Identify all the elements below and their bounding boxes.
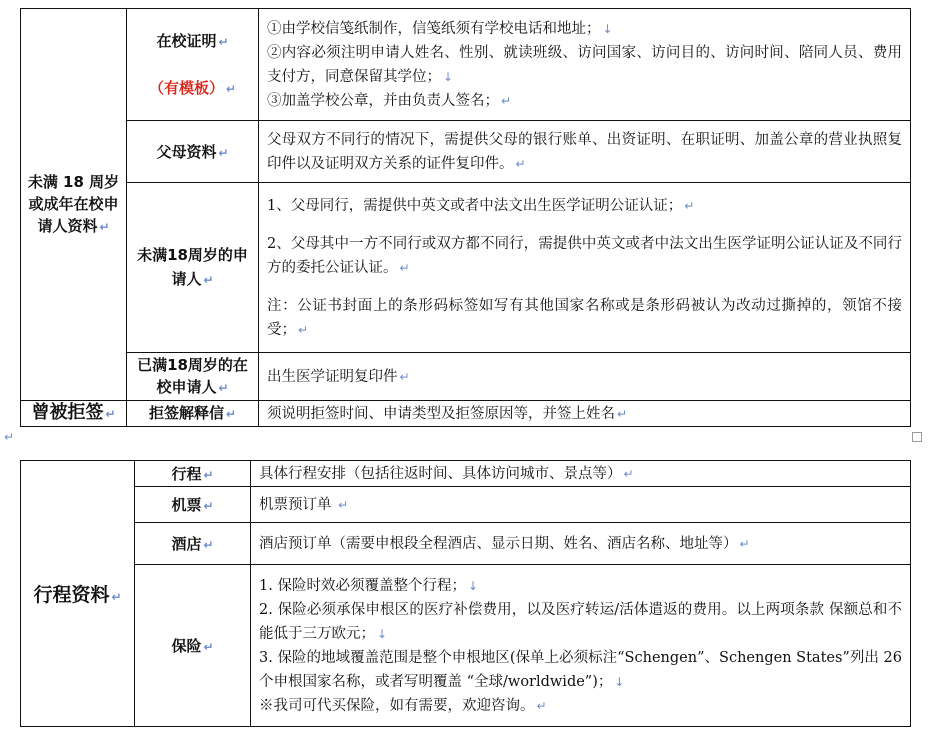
label-insurance: 保险 ↵: [135, 565, 251, 727]
itinerary-table: [20, 460, 911, 727]
itinerary-details: 具体行程安排（包括往返时间、具体访问城市、景点等） ↵: [251, 461, 911, 487]
table-row: [21, 353, 911, 401]
parents-documents-details: 父母双方不同行的情况下，需提供父母的银行账单、出资证明、在职证明、加盖公章的营业执照复印件以及证明双方关系的证件复印件。 ↵: [259, 121, 911, 183]
section-label-minor-student: 未满 18 周岁或成年在校申请人资料 ↵: [21, 9, 127, 401]
template-available-note: （有模板） ↵: [148, 78, 237, 97]
label-minor-applicant: 未满18周岁的申请人 ↵: [127, 183, 259, 353]
label-itinerary: 行程 ↵: [135, 461, 251, 487]
label-refusal-letter: 拒签解释信 ↵: [127, 401, 259, 427]
section-label-itinerary: 行程资料 ↵: [21, 461, 135, 727]
refusal-letter-details: 须说明拒签时间、申请类型及拒签原因等，并签上姓名 ↵: [259, 401, 911, 427]
school-applicant-table: [20, 8, 911, 427]
adult-student-details: 出生医学证明复印件 ↵: [259, 353, 911, 401]
table-row: [21, 565, 911, 727]
table-row: [21, 461, 911, 487]
label-flight-ticket: 机票 ↵: [135, 487, 251, 523]
insurance-details: 1. 保险时效必须覆盖整个行程； ↓ 2. 保险必须承保申根区的医疗补偿费用，以及医疗转运/活体遣返的费用。以上两项条款 保额总和不能低于三万欧元； ↓ 3. 保险的地域覆盖范围是整个申根地区(保单上必须标注“Schengen”、Schengen States”列出 26 个申根国家名称，或者写明覆盖 “全球/worldwide”)； ↓ ※我司可代买保险，如有需要，欢迎咨询。 ↵: [251, 565, 911, 727]
table-row: [21, 487, 911, 523]
table-row: [21, 401, 911, 427]
label-school-certificate: 在校证明 ↵ （有模板） ↵: [127, 9, 259, 121]
label-parents-documents: 父母资料 ↵: [127, 121, 259, 183]
hotel-details: 酒店预订单（需要申根段全程酒店、显示日期、姓名、酒店名称、地址等） ↵: [251, 523, 911, 565]
school-certificate-details: ①由学校信笺纸制作，信笺纸须有学校电话和地址； ↓ ②内容必须注明申请人姓名、性别、就读班级、访问国家、访问目的、访问时间、陪同人员、费用支付方，同意保留其学位； ↓ ③加盖学校公章，并由负责人签名； ↵: [259, 9, 911, 121]
label-hotel: 酒店 ↵: [135, 523, 251, 565]
label-adult-student: 已满18周岁的在校申请人 ↵: [127, 353, 259, 401]
table-resize-handle[interactable]: [912, 432, 922, 442]
section-label-refused: 曾被拒签 ↵: [21, 401, 127, 427]
table-row: [21, 183, 911, 353]
table-row: [21, 121, 911, 183]
paragraph-mark: ↵: [4, 430, 15, 444]
table-row: [21, 9, 911, 121]
minor-applicant-details: 1、父母同行，需提供中英文或者中法文出生医学证明公证认证； ↵ 2、父母其中一方不同行或双方都不同行，需提供中英文或者中法文出生医学证明公证认证及不同行方的委托公证认证。 ↵ 注：公证书封面上的条形码标签如写有其他国家名称或是条形码被认为改动过撕掉的，领馆不接受； ↵: [259, 183, 911, 353]
table-row: [21, 523, 911, 565]
flight-ticket-details: 机票预订单 ↵: [251, 487, 911, 523]
